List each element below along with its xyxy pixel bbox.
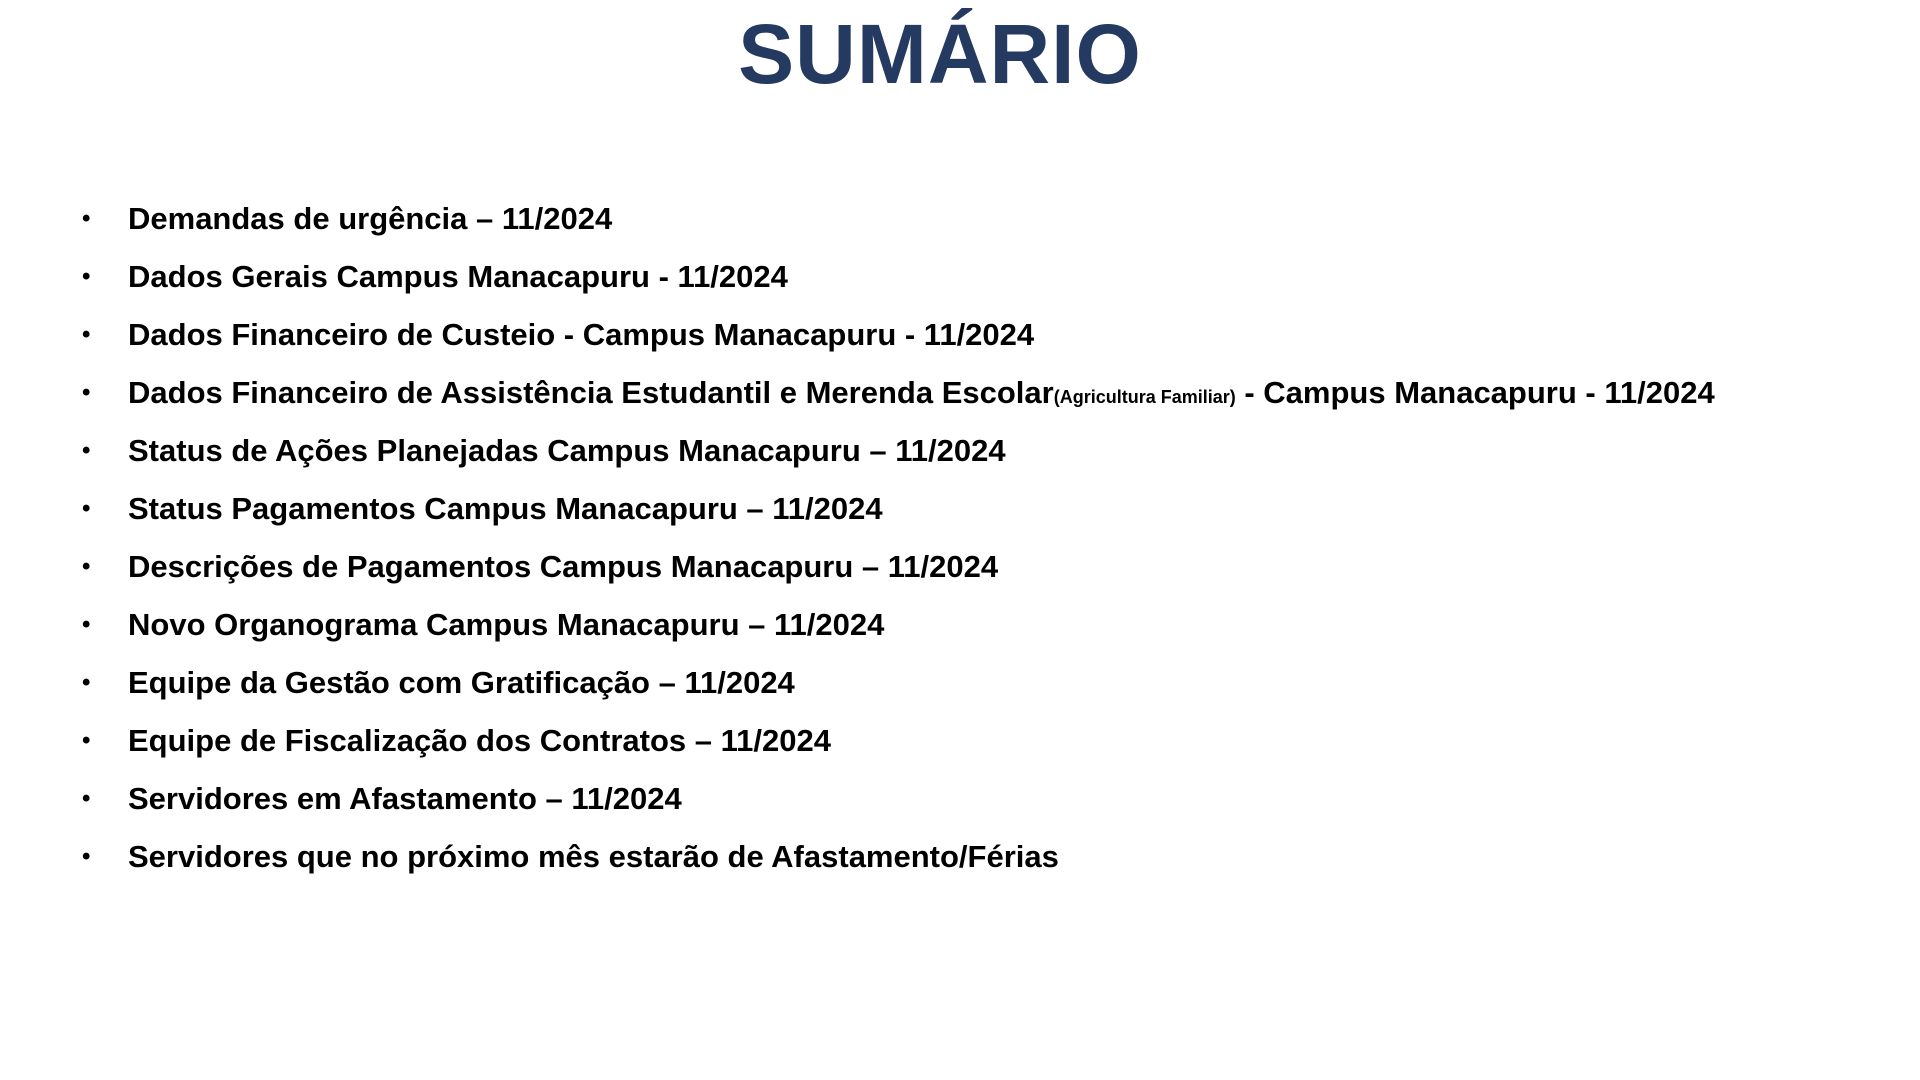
list-item-text: Novo Organograma Campus Manacapuru – 11/2024 (128, 607, 885, 642)
list-item-text: Descrições de Pagamentos Campus Manacapuru – 11/2024 (128, 549, 999, 584)
list-item (78, 712, 1878, 770)
list-item-text: Status Pagamentos Campus Manacapuru – 11/2024 (128, 491, 883, 526)
bullet-icon: • (82, 437, 91, 464)
list-item-text: Equipe de Fiscalização dos Contratos – 11/2024 (128, 723, 831, 758)
bullet-icon: • (82, 669, 91, 696)
bullet-icon: • (82, 495, 91, 522)
list-item (78, 422, 1878, 480)
list-item (78, 654, 1878, 712)
bullet-icon: • (82, 611, 91, 638)
bullet-icon: • (82, 727, 91, 754)
list-item-text: Demandas de urgência – 11/2024 (128, 201, 613, 236)
list-item-text: Servidores que no próximo mês estarão de Afastamento/Férias (128, 839, 1059, 874)
list-item-suffix: - Campus Manacapuru - 11/2024 (1235, 375, 1715, 410)
page-title: SUMÁRIO (738, 7, 1142, 101)
list-item-text: Status de Ações Planejadas Campus Manacapuru – 11/2024 (128, 433, 1006, 468)
bullet-icon: • (82, 379, 91, 406)
list-item (78, 538, 1878, 596)
list-item-text: Dados Financeiro de Assistência Estudantil e Merenda Escolar (128, 375, 1054, 410)
bullet-icon: • (82, 205, 91, 232)
list-item (78, 596, 1878, 654)
list-item-text: Equipe da Gestão com Gratificação – 11/2024 (128, 665, 795, 700)
list-item (78, 190, 1878, 248)
list-item-text: Dados Financeiro de Custeio - Campus Manacapuru - 11/2024 (128, 317, 1035, 352)
list-item-text: Dados Gerais Campus Manacapuru - 11/2024 (128, 259, 788, 294)
list-item (78, 364, 1878, 422)
bullet-icon: • (82, 785, 91, 812)
list-item (78, 248, 1878, 306)
bullet-icon: • (82, 263, 91, 290)
list-item-text: Servidores em Afastamento – 11/2024 (128, 781, 682, 816)
bullet-icon: • (82, 553, 91, 580)
list-item (78, 480, 1878, 538)
list-item-note: (Agricultura Familiar) (1053, 387, 1236, 407)
list-item (78, 828, 1878, 886)
list-item (78, 770, 1878, 828)
summary-list (78, 190, 1878, 886)
bullet-icon: • (82, 843, 91, 870)
list-item (78, 306, 1878, 364)
bullet-icon: • (82, 321, 91, 348)
